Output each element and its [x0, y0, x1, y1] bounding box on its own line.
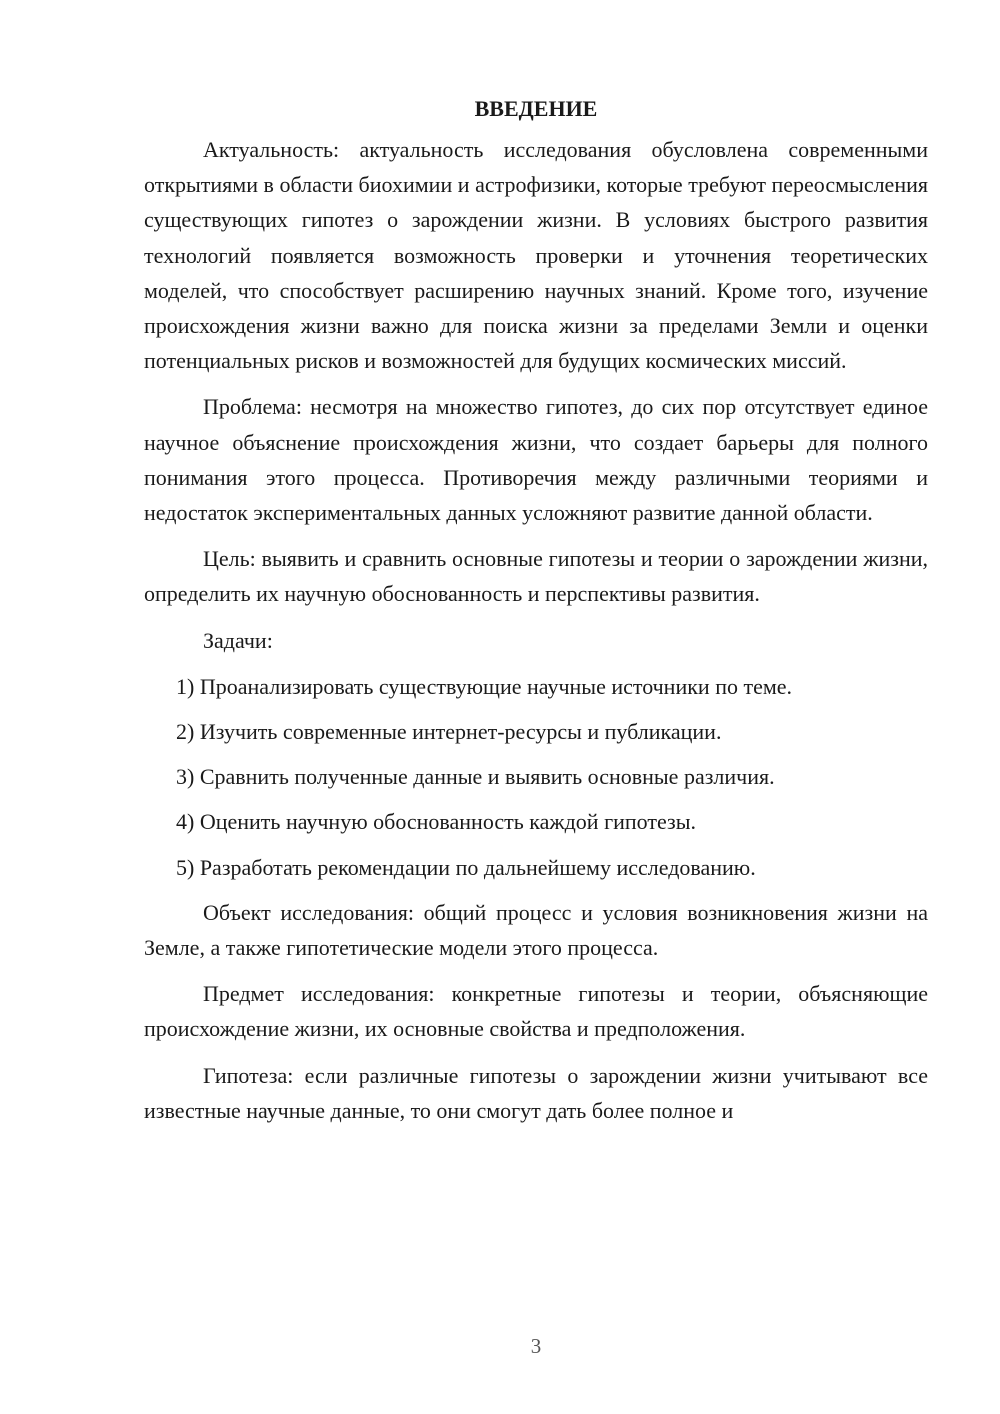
tasks-list	[144, 669, 928, 885]
paragraph-relevance: Актуальность: актуальность исследования обусловлена современными открытиями в области биохимии и астрофизики, которые требуют переосмысления существующих гипотез о зарождении жизни. В условиях быстрого развития технологий появляется возможность проверки и уточнения теоретических моделей, что способствует расширению научных знаний. Кроме того, изучение происхождения жизни важно для поиска жизни за пределами Земли и оценки потенциальных рисков и возможностей для будущих космических миссий.	[144, 137, 928, 374]
list-item: 1) Проанализировать существующие научные источники по теме.	[176, 673, 793, 699]
paragraph-hypothesis: Гипотеза: если различные гипотезы о зарождении жизни учитывают все известные научные данные, то они смогут дать более полное и	[144, 1062, 928, 1123]
document-page	[144, 92, 928, 1139]
list-item: 2) Изучить современные интернет-ресурсы и публикации.	[176, 719, 722, 745]
paragraph-goal: Цель: выявить и сравнить основные гипотезы и теории о зарождении жизни, определить их научную обоснованность и перспективы развития.	[144, 546, 928, 607]
paragraph-problem: Проблема: несмотря на множество гипотез, до сих пор отсутствует единое научное объяснение происхождения жизни, что создает барьеры для полного понимания этого процесса. Противоречия между различными теориями и недостаток экспериментальных данных усложняют развитие данной области.	[144, 394, 928, 526]
tasks-title: Задачи:	[203, 627, 273, 653]
paragraph-subject: Предмет исследования: конкретные гипотезы и теории, объясняющие происхождение жизни, их основные свойства и предположения.	[144, 981, 928, 1042]
page-title: ВВЕДЕНИЕ	[474, 96, 598, 121]
page-number: 3	[530, 1334, 542, 1358]
list-item: 5) Разработать рекомендации по дальнейшему исследованию.	[176, 854, 756, 880]
list-item: 4) Оценить научную обоснованность каждой гипотезы.	[176, 809, 696, 835]
list-item: 3) Сравнить полученные данные и выявить основные различия.	[176, 764, 775, 790]
paragraph-object: Объект исследования: общий процесс и условия возникновения жизни на Земле, а также гипотетические модели этого процесса.	[144, 899, 928, 961]
